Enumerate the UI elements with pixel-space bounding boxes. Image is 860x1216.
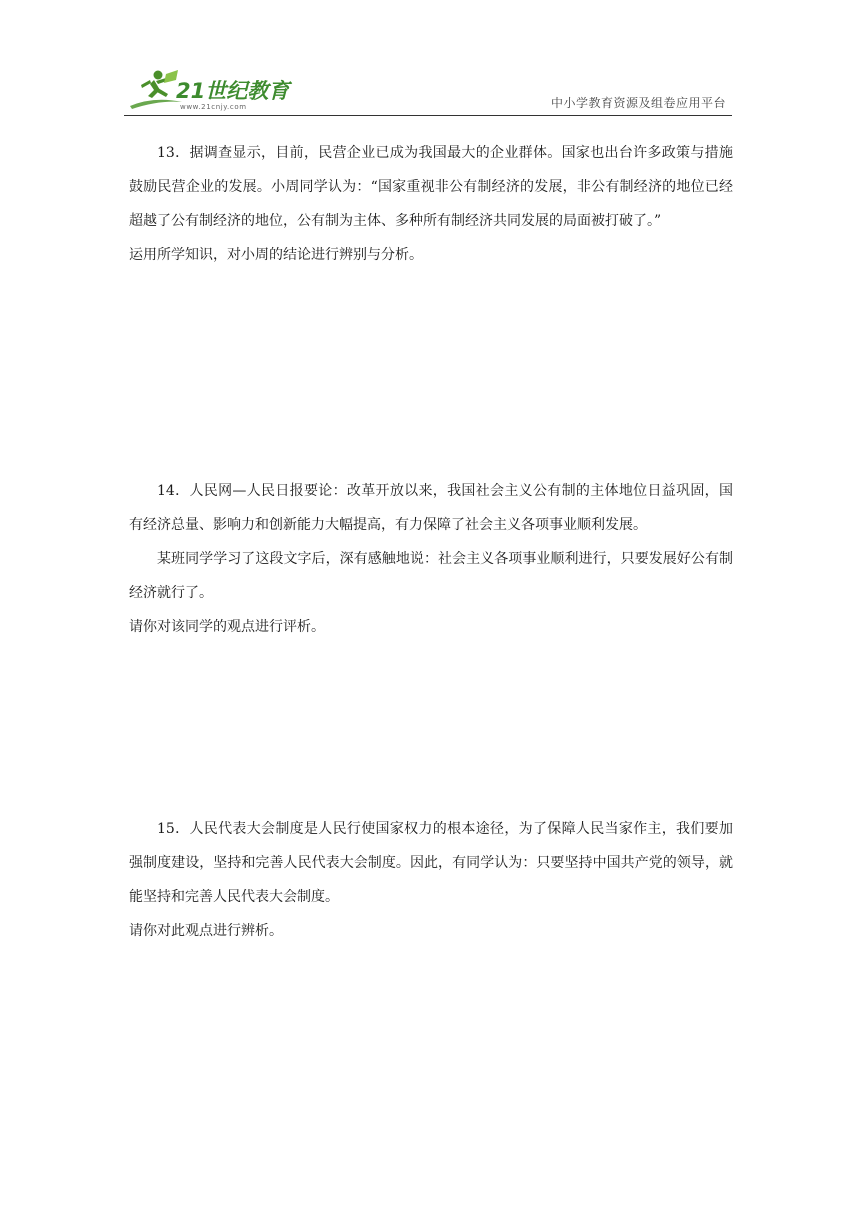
question-15 xyxy=(129,812,733,948)
logo-url: www.21cnjy.com xyxy=(180,103,247,111)
page-header xyxy=(124,66,732,118)
platform-name: 中小学教育资源及组卷应用平台 xyxy=(550,96,726,110)
question-13 xyxy=(129,136,733,272)
question-14-material: 某班同学学习了这段文字后，深有感触地说：社会主义各项事业顺利进行，只要发展好公有制经济就行了。 xyxy=(129,551,733,601)
runner-logo-icon xyxy=(124,66,294,116)
21cnjy-logo xyxy=(124,66,294,116)
question-14 xyxy=(129,474,733,644)
question-14-stem: 14．人民网—人民日报要论：改革开放以来，我国社会主义公有制的主体地位日益巩固，国有经济总量、影响力和创新能力大幅提高，有力保障了社会主义各项事业顺利发展。 xyxy=(129,483,733,533)
question-13-stem: 13．据调查显示，目前，民营企业已成为我国最大的企业群体。国家也出台许多政策与措施鼓励民营企业的发展。小周同学认为：“国家重视非公有制经济的发展，非公有制经济的地位已经超越了公有制经济的地位，公有制为主体、多种所有制经济共同发展的局面被打破了。” xyxy=(129,145,733,229)
question-14-prompt: 请你对该同学的观点进行评析。 xyxy=(129,619,325,635)
logo-text: 21世纪教育 xyxy=(176,79,290,103)
header-divider xyxy=(124,115,732,116)
question-15-stem: 15．人民代表大会制度是人民行使国家权力的根本途径，为了保障人民当家作主，我们要加强制度建设，坚持和完善人民代表大会制度。因此，有同学认为：只要坚持中国共产党的领导，就能坚持和完善人民代表大会制度。 xyxy=(129,821,733,905)
question-13-prompt: 运用所学知识，对小周的结论进行辨别与分析。 xyxy=(129,247,423,263)
question-15-prompt: 请你对此观点进行辨析。 xyxy=(129,923,283,939)
